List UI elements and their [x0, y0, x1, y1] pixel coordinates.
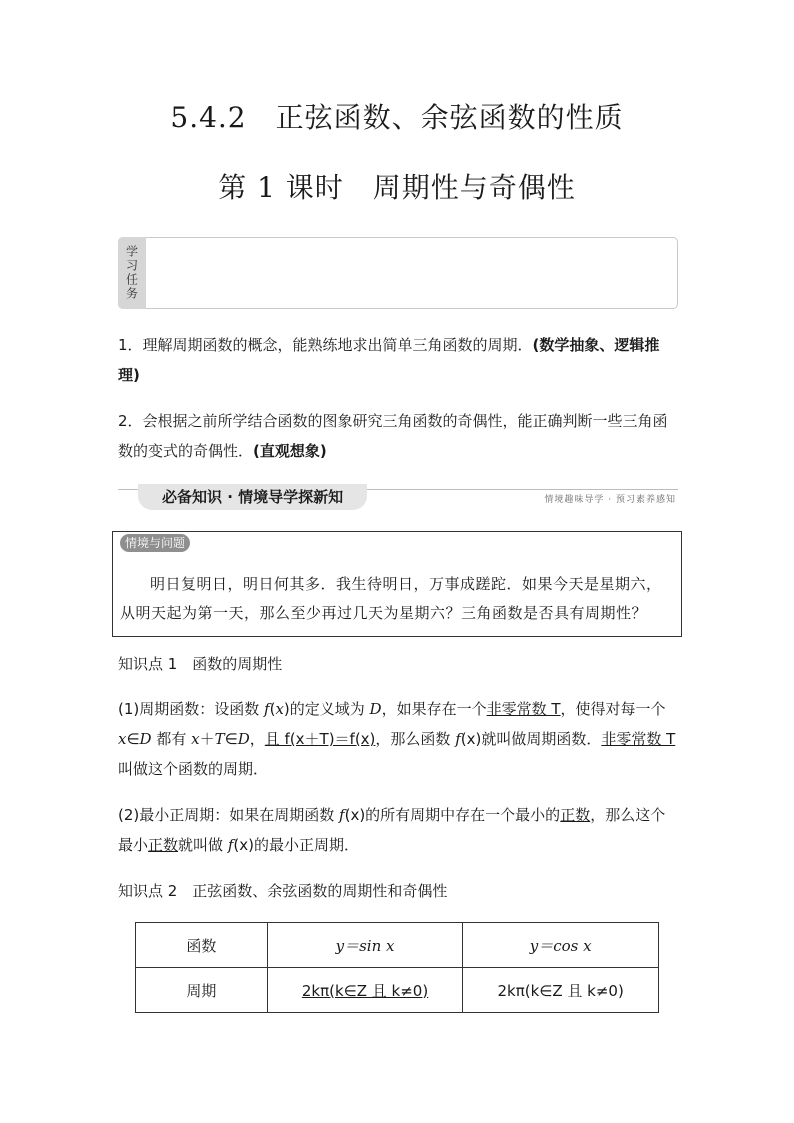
page-title: 5.4.2 正弦函数、余弦函数的性质 — [170, 101, 624, 134]
learning-task-tab: 学习任务 — [118, 237, 146, 309]
table-header-row — [136, 923, 659, 968]
properties-table — [135, 922, 659, 1013]
objective-1: 1．理解周期函数的概念，能熟练地求出简单三角函数的周期．(数学抽象、逻辑推理) — [118, 336, 660, 384]
table-cell: 2kπ(k∈Z 且 k≠0) — [463, 968, 659, 1013]
objective-2: 2．会根据之前所学结合函数的图象研究三角函数的奇偶性，能正确判断一些三角函数的变式的奇偶性．(直观想象) — [118, 412, 668, 460]
scenario-text: 明日复明日，明日何其多．我生待明日，万事成蹉跎．如果今天是星期六，从明天起为第一天，那么至少再过几天为星期六？三角函数是否具有周期性？ — [120, 575, 662, 622]
page-subtitle: 第 1 课时 周期性与奇偶性 — [218, 171, 576, 204]
section-right-label: 情境趣味导学 · 预习素养感知 — [544, 495, 676, 505]
table-header-cell: y＝cos x — [463, 923, 659, 968]
knowledge-point-1-title: 知识点 1 函数的周期性 — [118, 655, 283, 673]
section-header — [118, 483, 678, 511]
underline-term-nonzero-constant: 非零常数 T — [486, 700, 561, 718]
learning-task-box — [118, 237, 678, 309]
table-cell: 2kπ(k∈Z 且 k≠0) — [267, 968, 463, 1013]
knowledge-point-1-para-1: (1)周期函数：设函数 f(x)的定义域为 D，如果存在一个非零常数 T，使得对每一个 x∈D 都有 x＋T∈D，且 f(x＋T)＝f(x)，那么函数 f(x)就叫做周期函数．非零常数 T叫做这个函数的周期． — [118, 700, 676, 778]
underline-term-positive-number-2: 正数 — [148, 836, 179, 854]
table-header-cell: 函数 — [136, 923, 268, 968]
knowledge-point-2-title: 知识点 2 正弦函数、余弦函数的周期性和奇偶性 — [118, 882, 448, 900]
objective-2-tag: (直观想象) — [253, 442, 327, 460]
scenario-tag: 情境与问题 — [120, 534, 190, 552]
underline-term-nonzero-constant-2: 非零常数 T — [601, 730, 676, 748]
table-row — [136, 968, 659, 1013]
underline-term-condition: 且 f(x＋T)＝f(x) — [264, 730, 376, 748]
objective-1-tag: (数学抽象、逻辑推理) — [118, 336, 660, 384]
knowledge-point-1-para-2: (2)最小正周期：如果在周期函数 f(x)的所有周期中存在一个最小的正数，那么这个最小正数就叫做 f(x)的最小正周期． — [118, 806, 666, 854]
underline-term-positive-number: 正数 — [560, 806, 591, 824]
table-header-cell: y＝sin x — [267, 923, 463, 968]
table-cell: 周期 — [136, 968, 268, 1013]
section-label: 必备知识 · 情境导学探新知 — [138, 484, 367, 510]
